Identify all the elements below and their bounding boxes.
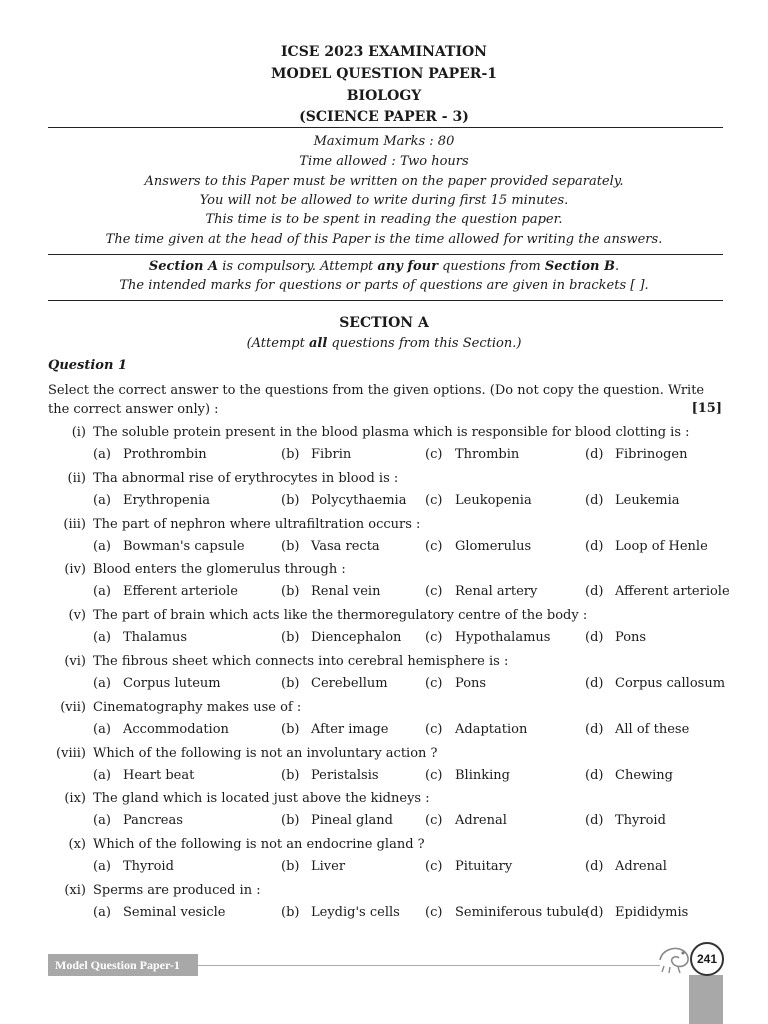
item-number: (ii) [67,470,86,486]
answer-option [281,539,380,554]
option-letter: (d) [585,447,604,462]
question-instruction: Select the correct answer to the questions from the given options. (Do not copy the question. Write the correct answer only) : [48,383,705,417]
answer-option [425,676,486,691]
question-marks: [15] [691,401,722,416]
answer-option [93,584,238,599]
paper-title: MODEL QUESTION PAPER-1 [271,66,497,82]
option-text: Corpus callosum [615,676,726,691]
option-letter: (b) [281,676,300,691]
option-letter: (b) [281,905,300,920]
answer-option [425,722,527,737]
item-number: (iv) [64,562,86,578]
option-letter: (b) [281,584,300,600]
item-number: (iii) [63,516,86,532]
item-question: Tha abnormal rise of erythrocytes in blood is : [93,470,399,486]
answer-option [93,905,226,920]
option-text: Thyroid [123,859,174,875]
paper-subtitle: (SCIENCE PAPER - 3) [299,109,469,125]
option-text: Pineal gland [311,813,393,829]
answer-option [281,676,388,691]
item-number: (ix) [64,791,86,807]
option-letter: (a) [93,630,111,646]
answer-option [585,630,646,645]
option-text: Accommodation [123,721,229,737]
item-question: Which of the following is not an involuntary action ? [93,745,438,761]
answer-option [93,722,229,737]
option-text: Seminiferous tubule [455,905,589,920]
item-question: The fibrous sheet which connects into cerebral hemisphere is : [93,654,509,669]
answer-option [281,447,351,462]
page-number: 241 [690,942,724,976]
answer-option [93,493,210,508]
answer-option [93,447,207,462]
answer-option [281,859,345,874]
option-text: Thyroid [615,813,666,829]
answer-option [585,859,667,874]
exam-title: ICSE 2023 EXAMINATION [281,44,487,60]
subtitle-text: (Attempt [246,336,309,351]
option-text: Loop of Henle [615,538,708,554]
item-number: (vii) [60,699,86,715]
option-text: Adaptation [455,721,528,737]
divider [48,254,723,255]
answer-option [281,630,401,645]
option-letter: (d) [585,905,604,920]
option-letter: (d) [585,859,604,875]
answer-option [585,768,673,783]
option-letter: (a) [93,538,111,554]
answer-option [585,813,666,828]
option-text: Pituitary [455,859,513,875]
option-text: Chewing [615,767,673,783]
option-letter: (d) [585,630,604,646]
option-text: Leukemia [615,492,680,508]
divider [48,127,723,128]
answer-option [585,722,689,737]
option-letter: (a) [93,584,111,600]
instruction-line: The time given at the head of this Paper is the time allowed for writing the answers. [105,232,663,247]
answer-option [425,447,519,462]
side-tab [689,975,723,1024]
answer-option [585,493,680,508]
answer-option [281,905,400,920]
option-text: Pancreas [123,813,183,829]
option-letter: (c) [425,584,443,600]
answer-option [281,813,393,828]
option-text: Liver [311,859,346,875]
option-letter: (c) [425,538,443,554]
item-number: (i) [71,425,86,440]
item-number: (x) [68,837,86,853]
option-letter: (a) [93,859,111,875]
option-letter: (c) [425,721,443,737]
option-letter: (a) [93,813,111,829]
option-letter: (a) [93,447,111,462]
item-question: Blood enters the glomerulus through : [93,562,346,578]
option-text: Fibrinogen [615,447,688,462]
option-letter: (d) [585,538,604,554]
option-letter: (a) [93,767,111,783]
option-letter: (c) [425,859,443,875]
item-number: (v) [68,608,86,624]
option-text: Bowman's capsule [123,538,245,554]
answer-option [281,768,379,783]
option-text: After image [311,721,389,737]
subtitle-text: questions from this Section.) [327,336,522,351]
option-letter: (c) [425,905,443,920]
option-letter: (c) [425,492,443,508]
section-b-ref: Section B [544,259,615,274]
option-letter: (a) [93,905,111,920]
answer-option [93,813,183,828]
any-four: any four [377,259,438,274]
option-text: Heart beat [123,767,195,783]
question-title: Question 1 [48,358,128,373]
item-number: (viii) [56,745,86,761]
item-number: (vi) [64,654,86,669]
option-text: Glomerulus [455,538,532,554]
option-text: Pons [615,630,647,646]
option-letter: (b) [281,767,300,783]
option-text: Corpus luteum [123,676,221,691]
instruction-line: This time is to be spent in reading the question paper. [205,212,563,227]
instruction-line: Answers to this Paper must be written on the paper provided separately. [144,174,624,189]
option-letter: (b) [281,859,300,875]
option-letter: (c) [425,676,443,691]
option-letter: (b) [281,447,300,462]
option-text: Seminal vesicle [123,905,226,920]
option-text: Prothrombin [123,447,207,462]
option-text: Pons [455,676,487,691]
item-question: The part of brain which acts like the thermoregulatory centre of the body : [93,608,588,624]
answer-option [425,813,507,828]
option-letter: (a) [93,721,111,737]
section-subtitle [0,336,768,351]
option-letter: (b) [281,813,300,829]
answer-option [585,676,725,691]
item-number: (xi) [64,883,86,898]
answer-option [585,539,708,554]
answer-option [425,493,532,508]
option-text: Erythropenia [123,492,210,508]
answer-option [93,630,187,645]
option-letter: (d) [585,813,604,829]
answer-option [93,676,221,691]
option-text: Renal artery [455,584,538,600]
option-text: Epididymis [615,905,689,920]
option-letter: (d) [585,767,604,783]
item-question: Which of the following is not an endocrine gland ? [93,837,425,853]
subtitle-emph: all [308,336,328,351]
item-question: The soluble protein present in the blood plasma which is responsible for blood clotting is : [93,425,690,440]
option-text: Vasa recta [311,538,380,554]
option-letter: (b) [281,630,300,646]
section-a-ref: Section A [148,259,219,274]
answer-option [425,859,512,874]
divider [48,300,723,301]
answer-option [93,768,194,783]
option-letter: (b) [281,492,300,508]
item-question: The part of nephron where ultrafiltration occurs : [93,516,421,532]
option-text: Blinking [455,767,510,783]
option-text: Diencephalon [311,630,402,646]
option-text: Hypothalamus [455,630,551,646]
option-text: Fibrin [311,447,352,462]
option-letter: (d) [585,492,604,508]
item-question: Cinematography makes use of : [93,699,302,715]
section-instruction [0,259,768,274]
option-letter: (a) [93,676,111,691]
option-text: Renal vein [311,584,381,600]
option-text: Thrombin [455,447,520,462]
item-question: Sperms are produced in : [93,883,261,898]
option-letter: (d) [585,721,604,737]
option-text: Afferent arteriole [615,584,730,600]
answer-option [281,584,380,599]
option-letter: (a) [93,492,111,508]
option-letter: (b) [281,538,300,554]
option-text: Leukopenia [455,492,532,508]
answer-option [585,447,687,462]
option-text: Adrenal [455,813,507,829]
option-text: Thalamus [123,630,188,646]
option-text: All of these [615,721,690,737]
option-letter: (c) [425,630,443,646]
answer-option [425,584,537,599]
section-title: SECTION A [339,315,429,331]
time-allowed: Time allowed : Two hours [299,154,469,169]
option-letter: (c) [425,447,443,462]
answer-option [585,905,688,920]
marks-instruction: The intended marks for questions or parts of questions are given in brackets [ ]. [119,278,649,293]
instruction-line: You will not be allowed to write during first 15 minutes. [199,193,569,208]
answer-option [585,584,730,599]
item-question: The gland which is located just above the kidneys : [93,791,430,807]
instr-text: questions from [437,259,545,274]
answer-option [425,539,531,554]
option-text: Leydig's cells [311,905,400,920]
answer-option [425,768,510,783]
answer-option [281,493,406,508]
option-letter: (c) [425,813,443,829]
option-letter: (d) [585,584,604,600]
option-text: Cerebellum [311,676,388,691]
answer-option [93,539,245,554]
option-letter: (c) [425,767,443,783]
instr-text: is compulsory. Attempt [218,259,378,274]
answer-option [281,722,389,737]
instr-text: . [615,259,620,274]
option-letter: (b) [281,721,300,737]
max-marks: Maximum Marks : 80 [313,134,455,149]
option-text: Efferent arteriole [123,584,238,600]
answer-option [425,630,550,645]
option-text: Adrenal [615,859,667,875]
answer-option [93,859,174,874]
option-text: Peristalsis [311,767,379,783]
footer-label: Model Question Paper-1 [48,954,198,976]
option-text: Polycythaemia [311,492,407,508]
answer-option [425,905,588,920]
subject-title: BIOLOGY [346,88,422,104]
option-letter: (d) [585,676,604,691]
footer-rule [198,965,660,966]
